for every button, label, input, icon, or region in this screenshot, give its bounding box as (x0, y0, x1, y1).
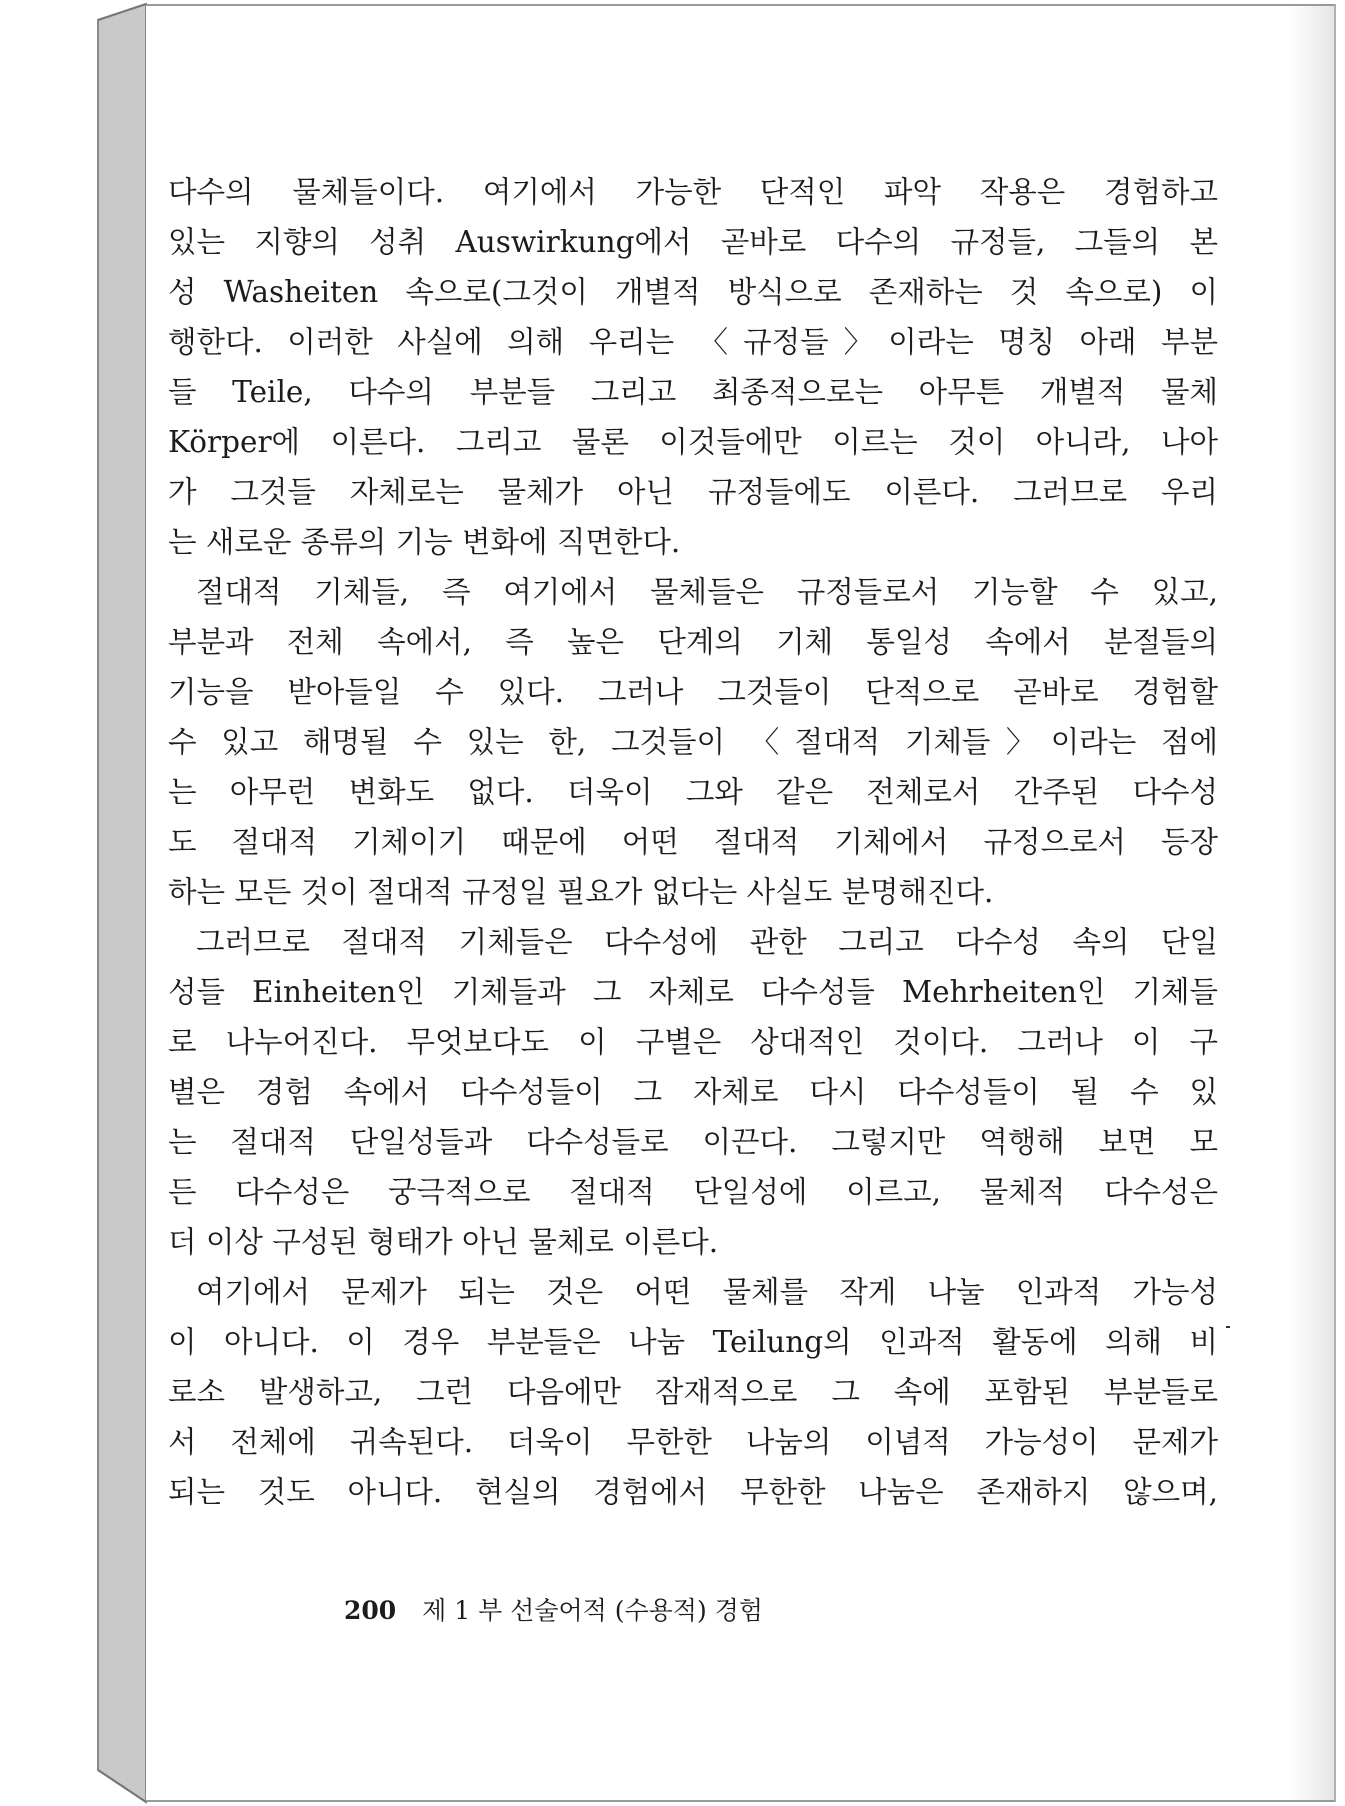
page-number: 200 (344, 1596, 397, 1625)
text-line: 로소 발생하고, 그런 다음에만 잠재적으로 그 속에 포함된 부분들로 (168, 1375, 1218, 1409)
text-line: 가 그것들 자체로는 물체가 아닌 규정들에도 이른다. 그러므로 우리 (168, 475, 1218, 509)
text-line: 는 절대적 단일성들과 다수성들로 이끈다. 그렇지만 역행해 보면 모 (168, 1125, 1218, 1159)
text-line: 는 새로운 종류의 기능 변화에 직면한다. (168, 525, 681, 559)
margin-mark (1226, 1326, 1230, 1328)
text-line: 있는 지향의 성취 Auswirkung에서 곧바로 다수의 규정들, 그들의 본 (168, 225, 1218, 259)
text-line: 성들 Einheiten인 기체들과 그 자체로 다수성들 Mehrheiten인 기체들 (168, 975, 1218, 1009)
text-line: 더 이상 구성된 형태가 아닌 물체로 이른다. (168, 1225, 719, 1259)
text-line: 되는 것도 아니다. 현실의 경험에서 무한한 나눔은 존재하지 않으며, (168, 1475, 1218, 1509)
text-line: 다수의 물체들이다. 여기에서 가능한 단적인 파악 작용은 경험하고 (168, 175, 1218, 209)
text-line: 수 있고 해명될 수 있는 한, 그것들이 〈절대적 기체들〉이라는 점에 (168, 725, 1218, 759)
text-line: 로 나누어진다. 무엇보다도 이 구별은 상대적인 것이다. 그러나 이 구 (168, 1025, 1218, 1059)
text-line: 하는 모든 것이 절대적 규정일 필요가 없다는 사실도 분명해진다. (168, 875, 994, 909)
body-text (168, 167, 1218, 1517)
text-line: 도 절대적 기체이기 때문에 어떤 절대적 기체에서 규정으로서 등장 (168, 825, 1218, 859)
page-shadow (1289, 6, 1334, 1800)
text-line: 그러므로 절대적 기체들은 다수성에 관한 그리고 다수성 속의 단일 (196, 925, 1218, 959)
text-line: 성 Washeiten 속으로(그것이 개별적 방식으로 존재하는 것 속으로) 이 (168, 275, 1218, 309)
text-line: Körper에 이른다. 그리고 물론 이것들에만 이르는 것이 아니라, 나아 (168, 425, 1218, 459)
text-line: 이 아니다. 이 경우 부분들은 나눔 Teilung의 인과적 활동에 의해 비 (168, 1325, 1218, 1359)
text-line: 여기에서 문제가 되는 것은 어떤 물체를 작게 나눌 인과적 가능성 (196, 1275, 1218, 1309)
text-line: 기능을 받아들일 수 있다. 그러나 그것들이 단적으로 곧바로 경험할 (168, 675, 1218, 709)
page-footer (344, 1591, 763, 1627)
text-line: 서 전체에 귀속된다. 더욱이 무한한 나눔의 이념적 가능성이 문제가 (168, 1425, 1218, 1459)
running-title: 제 1 부 선술어적 (수용적) 경험 (422, 1596, 763, 1625)
text-line: 든 다수성은 궁극적으로 절대적 단일성에 이르고, 물체적 다수성은 (168, 1175, 1218, 1209)
text-line: 행한다. 이러한 사실에 의해 우리는 〈규정들〉이라는 명칭 아래 부분 (168, 325, 1218, 359)
text-line: 는 아무런 변화도 없다. 더욱이 그와 같은 전체로서 간주된 다수성 (168, 775, 1218, 809)
text-line: 들 Teile, 다수의 부분들 그리고 최종적으로는 아무튼 개별적 물체 (168, 375, 1218, 409)
text-line: 별은 경험 속에서 다수성들이 그 자체로 다시 다수성들이 될 수 있 (168, 1075, 1218, 1109)
text-line: 부분과 전체 속에서, 즉 높은 단계의 기체 통일성 속에서 분절들의 (168, 625, 1218, 659)
text-line: 절대적 기체들, 즉 여기에서 물체들은 규정들로서 기능할 수 있고, (196, 575, 1218, 609)
